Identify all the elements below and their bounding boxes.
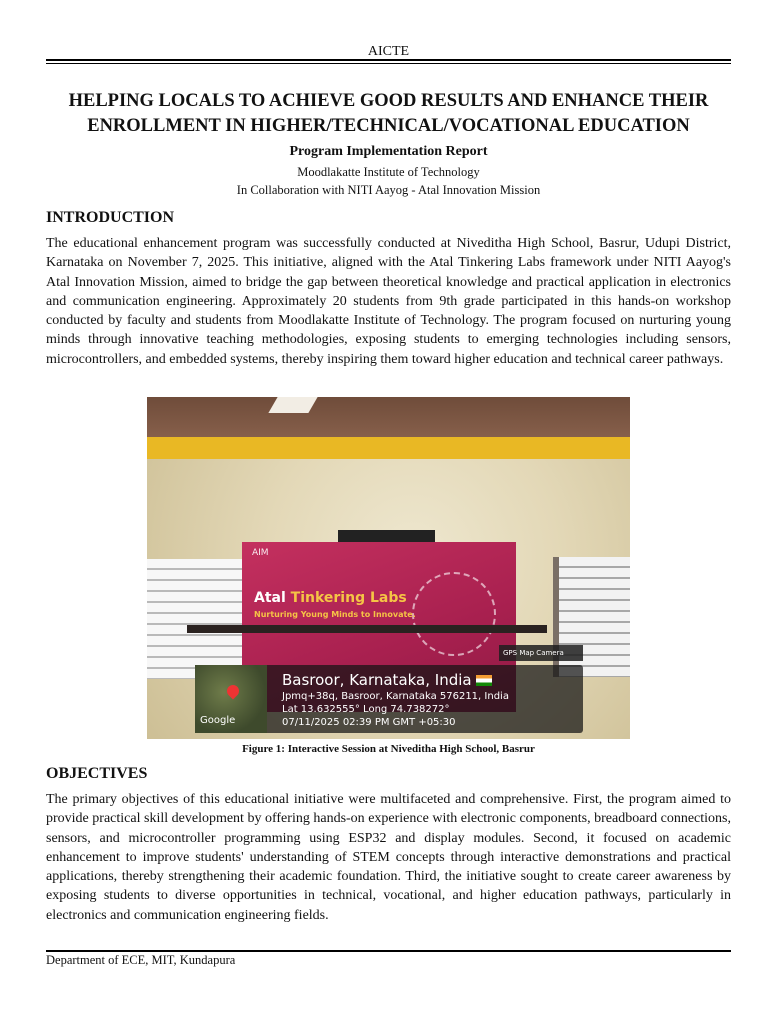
location-address: Jpmq+38q, Basroor, Karnataka 576211, India <box>282 691 509 702</box>
footer-department: Department of ECE, MIT, Kundapura <box>46 953 236 967</box>
window-left <box>147 559 251 679</box>
objectives-paragraph: The primary objectives of this educational initiative were multifaceted and comprehensive. First, the program aimed to provide practical skill development by offering hands-on experience with electronic components, breadboard connections, sensors, and microcontroller programming using ESP32 and display modules. Second, it focused on academic enhancement to improve students' understanding of STEM concepts through interactive demonstrations and practical applications, thereby strengthening their academic foundation. Third, the initiative sought to create career awareness by exposing students to diverse opportunities in technical, vocational, and higher education pathways, particularly in electronics and communication engineering fields. <box>46 792 731 923</box>
introduction-paragraph: The educational enhancement program was successfully conducted at Niveditha High School, Basrur, Udupi District, Karnataka on November 7, 2025. This initiative, aligned with the Atal Tinkering Labs framework under NITI Aayog's Atal Innovation Mission, aimed to bridge the gap between theoretical knowledge and practical application in electronics and communication engineering. Approximately 20 students from 9th grade participated in this hands-on workshop conducted by faculty and students from Moodlakatte Institute of Technology. The program focused on nurturing young minds through innovative teaching methodologies, exposing students to emerging technologies including sensors, microcontrollers, and embedded systems, thereby inspiring them toward higher education and technical career pathways. <box>46 236 731 367</box>
aim-logo: AIM <box>252 548 269 558</box>
banner-title-main: Atal <box>254 590 291 606</box>
institution-name: Moodlakatte Institute of Technology <box>297 165 480 179</box>
session-photo <box>147 397 630 739</box>
board-ledge <box>187 625 547 633</box>
header-rule-thin <box>46 63 731 64</box>
display-screen <box>338 530 435 542</box>
header-rule-thick <box>46 59 731 61</box>
location-title-text: Basroor, Karnataka, India <box>282 671 472 689</box>
footer-rule <box>46 950 731 952</box>
gps-app-tag: GPS Map Camera <box>499 645 583 661</box>
running-header: AICTE <box>367 44 410 59</box>
document-subtitle: Program Implementation Report <box>289 144 488 159</box>
banner-title <box>254 590 407 606</box>
objectives-heading: OBJECTIVES <box>46 765 148 782</box>
location-coordinates: Lat 13.632555° Long 74.738272° <box>282 704 450 715</box>
wall-stripe <box>147 437 630 459</box>
collaboration-line: In Collaboration with NITI Aayog - Atal Innovation Mission <box>236 183 541 197</box>
introduction-heading: INTRODUCTION <box>46 209 175 226</box>
banner-title-accent: Tinkering Labs <box>290 590 407 606</box>
document-title: HELPING LOCALS TO ACHIEVE GOOD RESULTS AND ENHANCE THEIR ENROLLMENT IN HIGHER/TECHNICAL/VOCATIONAL EDUCATION <box>68 91 709 136</box>
location-timestamp: 07/11/2025 02:39 PM GMT +05:30 <box>282 717 456 728</box>
banner-subtitle: Nurturing Young Minds to Innovate. <box>254 610 416 619</box>
india-flag-icon <box>476 675 492 686</box>
figure-caption: Figure 1: Interactive Session at Niveditha High School, Basrur <box>242 743 535 755</box>
google-watermark: Google <box>200 715 236 726</box>
location-title <box>282 671 492 689</box>
banner-graphic <box>412 572 496 656</box>
